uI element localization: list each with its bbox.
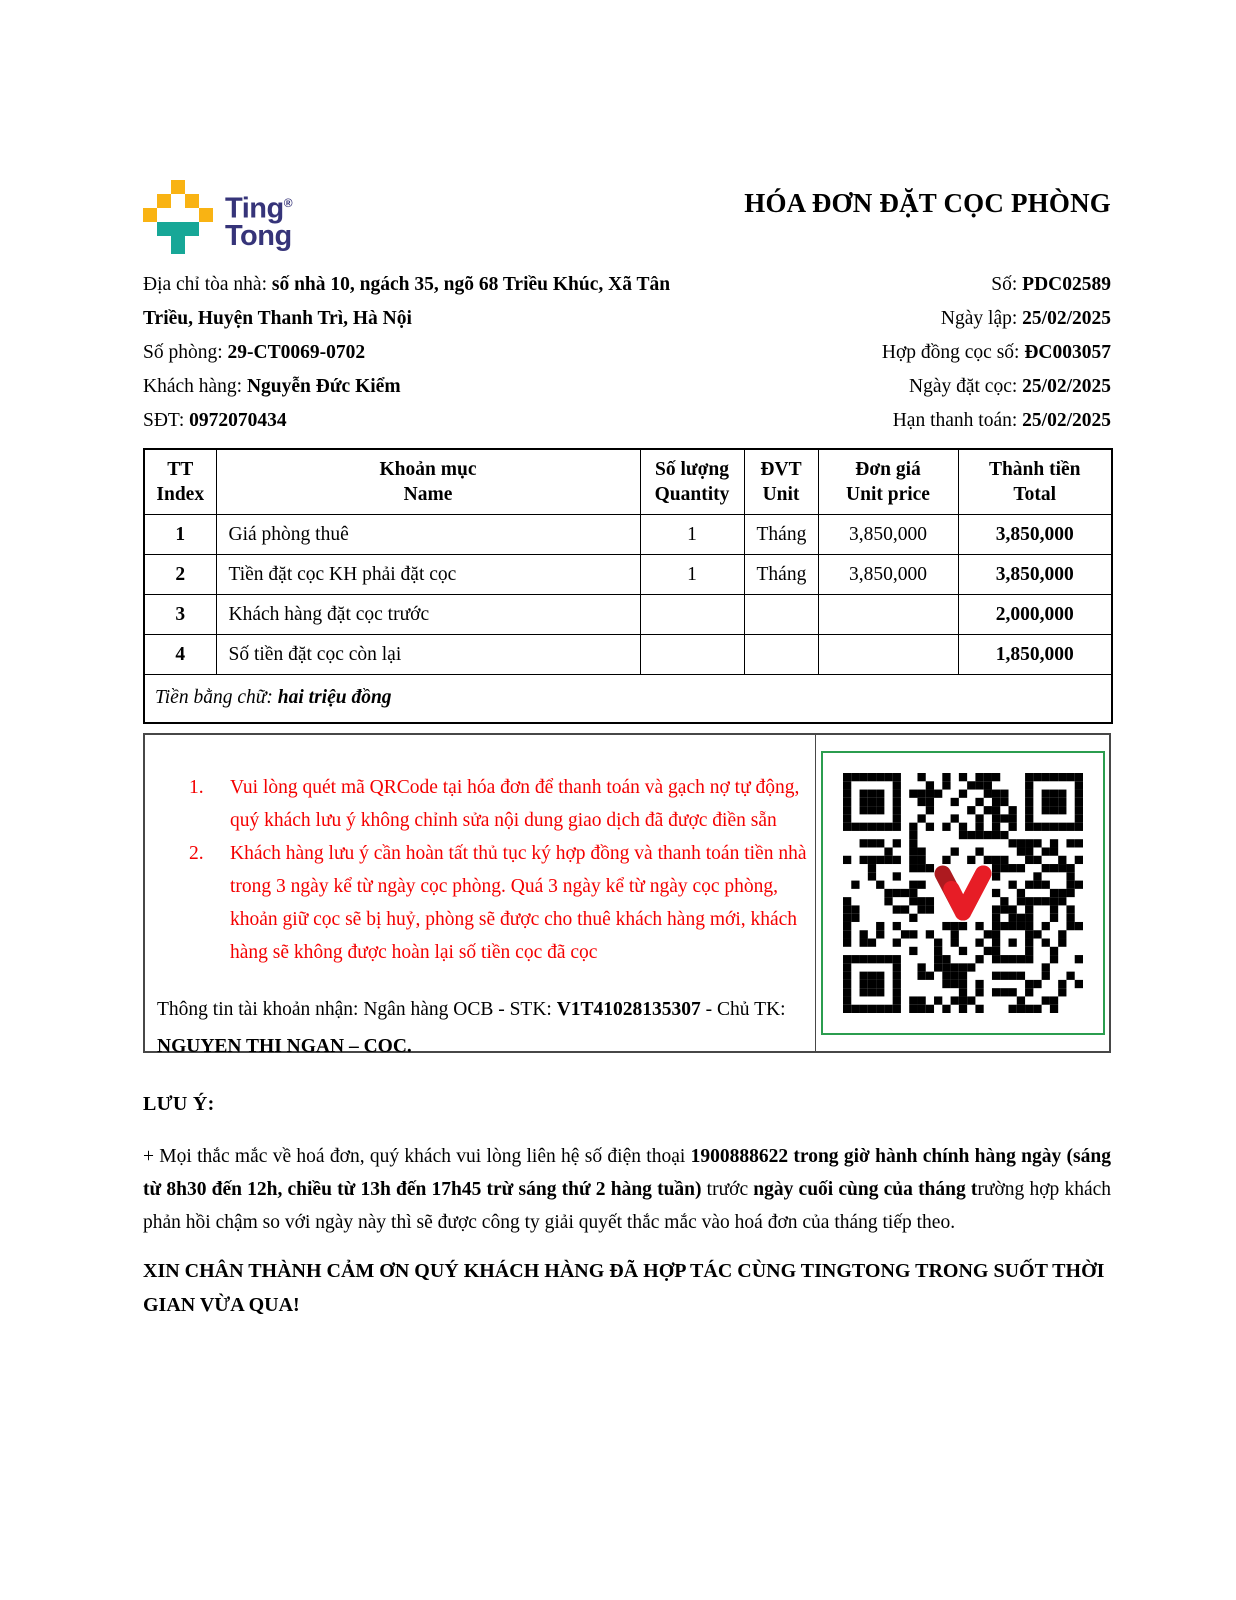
logo-word-ting: Ting <box>225 192 284 225</box>
deposit-date <box>882 370 1111 404</box>
deposit-date-label: Ngày đặt cọc: <box>908 376 1023 397</box>
payment-notes-cell <box>145 735 816 1057</box>
deposit-contract-number <box>882 336 1111 370</box>
deposit-date-value: 25/02/2025 <box>1022 376 1111 397</box>
room-number-label: Số phòng: <box>143 342 228 363</box>
notice-paragraph-segment: + Mọi thắc mắc về hoá đơn, quý khách vui lòng liên hệ số điện thoại <box>143 1145 691 1167</box>
phone-number <box>143 404 703 438</box>
note-item <box>189 771 807 837</box>
col-total <box>958 449 1112 515</box>
cell-qty: 1 <box>640 515 744 555</box>
logo-word-tong: Tong <box>225 219 292 252</box>
bank-info-prefix: Thông tin tài khoản nhận: Ngân hàng OCB - STK: <box>157 998 557 1020</box>
col-name-vi: Khoản mục <box>379 459 477 480</box>
payment-due-date <box>882 404 1111 438</box>
cell-unit: Tháng <box>744 555 818 595</box>
tingtong-logo-text <box>225 190 292 250</box>
qr-cell <box>816 735 1109 1051</box>
cell-total: 1,850,000 <box>958 635 1112 675</box>
cell-price <box>818 595 958 635</box>
issue-date <box>882 302 1111 336</box>
table-row <box>144 635 1112 675</box>
thank-you-message: XIN CHÂN THÀNH CẢM ƠN QUÝ KHÁCH HÀNG ĐÃ HỢP TÁC CÙNG TINGTONG TRONG SUỐT THỜI GIAN VỪA QUA! <box>143 1259 1105 1316</box>
cell-qty <box>640 595 744 635</box>
tingtong-logo <box>143 180 292 254</box>
cell-unit: Tháng <box>744 515 818 555</box>
payment-due-date-value: 25/02/2025 <box>1022 410 1111 431</box>
col-price <box>818 449 958 515</box>
phone-number-value: 0972070434 <box>189 410 287 431</box>
vietqr-v-icon <box>932 865 994 921</box>
cell-name: Tiền đặt cọc KH phải đặt cọc <box>216 555 640 595</box>
tingtong-logo-icon <box>143 180 213 254</box>
col-price-vi: Đơn giá <box>855 459 921 480</box>
col-index-vi: TT <box>167 459 194 480</box>
payment-notes-list <box>189 771 807 969</box>
building-customer-info <box>143 268 703 438</box>
room-number <box>143 336 703 370</box>
note-item-text: Khách hàng lưu ý cần hoàn tất thủ tục ký hợp đồng và thanh toán tiền nhà trong 3 ngày kể từ ngày cọc phòng. Quá 3 ngày kể từ ngày cọc phòng, khoản giữ cọc sẽ bị huỷ, phòng sẽ được cho thuê khách hàng mới, khách hàng sẽ không được hoàn lại số tiền cọc đã cọc <box>230 842 807 963</box>
col-quantity-vi: Số lượng <box>655 459 729 480</box>
cell-price: 3,850,000 <box>818 555 958 595</box>
col-quantity-en: Quantity <box>654 484 730 505</box>
payment-due-date-label: Hạn thanh toán: <box>892 410 1023 431</box>
footer-section <box>143 1093 1111 1322</box>
amount-in-words-row <box>144 675 1112 723</box>
invoice-title: HÓA ĐƠN ĐẶT CỌC PHÒNG <box>744 188 1111 218</box>
notice-paragraph-segment: trước <box>701 1178 754 1200</box>
issue-date-value: 25/02/2025 <box>1022 308 1111 329</box>
building-address-value: số nhà 10, ngách 35, ngõ 68 Triều Khúc, Xã Tân Triều, Huyện Thanh Trì, Hà Nội <box>143 274 671 329</box>
header <box>143 180 1111 254</box>
cell-tt: 4 <box>144 635 216 675</box>
phone-number-label: SĐT: <box>143 410 190 431</box>
issue-date-label: Ngày lập: <box>940 308 1023 329</box>
room-number-value: 29-CT0069-0702 <box>227 342 366 363</box>
note-item <box>189 837 807 969</box>
invoice-number-label: Số: <box>991 274 1023 295</box>
cell-unit <box>744 635 818 675</box>
notice-paragraph-segment: ngày cuối cùng của tháng t <box>753 1178 978 1200</box>
cell-tt: 3 <box>144 595 216 635</box>
cell-unit <box>744 595 818 635</box>
customer-name-value: Nguyễn Đức Kiểm <box>246 376 401 397</box>
invoice-number <box>882 268 1111 302</box>
bank-account-info <box>155 991 807 1065</box>
cell-tt: 1 <box>144 515 216 555</box>
payment-note-box <box>143 733 1111 1057</box>
cell-name: Giá phòng thuê <box>216 515 640 555</box>
table-row <box>144 555 1112 595</box>
note-item-text: Vui lòng quét mã QRCode tại hóa đơn để thanh toán và gạch nợ tự động, quý khách lưu ý không chỉnh sửa nội dung giao dịch đã được điền sẵn <box>230 776 800 831</box>
col-price-en: Unit price <box>846 484 930 505</box>
col-unit <box>744 449 818 515</box>
customer-name-label: Khách hàng: <box>143 376 247 397</box>
col-index <box>144 449 216 515</box>
cell-total: 3,850,000 <box>958 555 1112 595</box>
col-name-en: Name <box>403 484 453 505</box>
notice-paragraph <box>143 1140 1111 1239</box>
invoice-info-section <box>143 268 1111 438</box>
note-item-number: 2. <box>189 842 204 864</box>
qr-frame <box>821 751 1105 1035</box>
notice-paragraph-segment: 1900888622 trong giờ hành chính hàng ngày (sáng từ 8h30 đến 12h, chiều từ 13h đến 17h45 trừ sáng thứ 2 hàng tuần) <box>143 1145 1111 1200</box>
registered-mark: ® <box>283 196 293 210</box>
customer-name <box>143 370 703 404</box>
cell-price <box>818 635 958 675</box>
building-address-label: Địa chỉ tòa nhà: <box>143 274 272 295</box>
col-total-en: Total <box>1013 484 1057 505</box>
cell-total: 2,000,000 <box>958 595 1112 635</box>
cell-name: Khách hàng đặt cọc trước <box>216 595 640 635</box>
table-row <box>144 515 1112 555</box>
col-total-vi: Thành tiền <box>988 459 1081 480</box>
bank-account-holder: NGUYEN THI NGAN – COC. <box>157 1035 412 1057</box>
building-address <box>143 268 703 336</box>
cell-total: 3,850,000 <box>958 515 1112 555</box>
cell-qty <box>640 635 744 675</box>
cell-tt: 2 <box>144 555 216 595</box>
notice-paragraph-segment: rường hợp khách phản hồi chậm so với ngày này thì sẽ được công ty giải quyết thắc mắc vào hoá đơn của tháng tiếp theo. <box>143 1178 1111 1233</box>
col-index-en: Index <box>156 484 205 505</box>
deposit-contract-number-value: ĐC003057 <box>1024 342 1111 363</box>
col-unit-en: Unit <box>762 484 800 505</box>
notice-heading: LƯU Ý: <box>143 1092 215 1115</box>
deposit-contract-number-label: Hợp đồng cọc số: <box>881 342 1025 363</box>
col-quantity <box>640 449 744 515</box>
items-table <box>143 448 1113 724</box>
invoice-meta-info <box>882 268 1111 438</box>
table-header-row <box>144 449 1112 515</box>
amount-in-words-label: Tiền bằng chữ: <box>155 687 278 709</box>
note-item-number: 1. <box>189 776 204 798</box>
amount-in-words-value: hai triệu đồng <box>277 687 392 709</box>
cell-name: Số tiền đặt cọc còn lại <box>216 635 640 675</box>
bank-info-middle: - Chủ TK: <box>700 998 786 1020</box>
bank-account-number: V1T41028135307 <box>556 998 701 1020</box>
cell-price: 3,850,000 <box>818 515 958 555</box>
col-name <box>216 449 640 515</box>
table-row <box>144 595 1112 635</box>
invoice-number-value: PDC02589 <box>1022 274 1111 295</box>
col-unit-vi: ĐVT <box>760 459 802 480</box>
cell-qty: 1 <box>640 555 744 595</box>
